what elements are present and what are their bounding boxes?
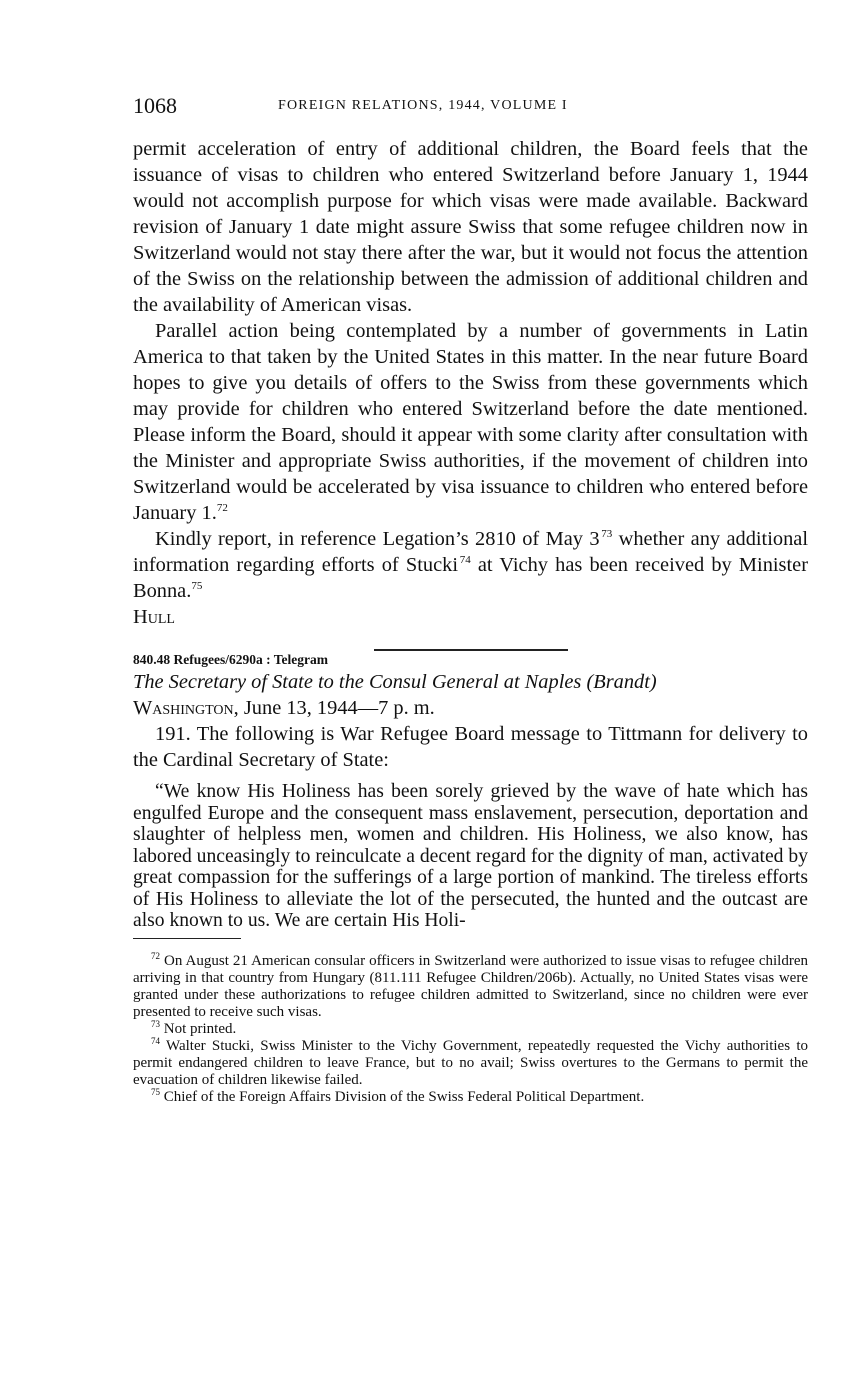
running-title: FOREIGN RELATIONS, 1944, VOLUME I xyxy=(278,98,568,113)
footnote-number: 72 xyxy=(151,950,160,961)
footnotes xyxy=(133,950,808,1107)
footnote-number: 73 xyxy=(151,1018,160,1029)
footnote-divider xyxy=(133,938,241,939)
footnote-73 xyxy=(133,1018,808,1038)
quoted-message: “We know His Holiness has been sorely grieved by the wave of hate which has engulfed Europe and the consequent mass enslavement, persecution, deportation and slaughter of helpless men, women and children. His Holiness, we also know, has labored unceasingly to reinculcate a decent regard for the dignity of man, activated by great compassion for the sufferings of a large portion of mankind. The tireless efforts of His Holiness to alleviate the lot of the persecuted, the hunted and the outcast are also known to us. We are certain His Holi- xyxy=(133,781,808,931)
page-number: 1068 xyxy=(133,93,177,118)
footnote-number: 75 xyxy=(151,1087,160,1098)
footnote-74 xyxy=(133,1035,808,1089)
paragraph-kindly-report xyxy=(133,526,808,604)
dateline-date: June 13, 1944—7 p. m. xyxy=(238,697,435,719)
footnote-72 xyxy=(133,950,808,1021)
body-text xyxy=(133,136,808,1106)
footnote-ref: 75 xyxy=(191,580,203,592)
footnote-ref: 73 xyxy=(601,528,613,540)
footnote-text: On August 21 American consular officers in Switzerland were authorized to issue visas to refugee children arriving in that country from Hungary (811.111 Refugee Children/206b). Actually, no United States visas were granted under these authorizations to refugee children admitted to Switzerland, since no children were ever presented to receive such visas. xyxy=(133,952,808,1020)
paragraph-parallel-action xyxy=(133,318,808,526)
dateline xyxy=(133,695,808,721)
dateline-place: Washington, xyxy=(133,697,239,719)
paragraph-text: Kindly report, in reference Legation’s 2810 of May 3 xyxy=(155,528,600,550)
footnote-ref: 74 xyxy=(459,554,471,566)
paragraph-continuation: permit acceleration of entry of additional children, the Board feels that the issuance of visas to children who entered Switzerland before January 1, 1944 would not accomplish purpose for which visas were made available. Backward revision of January 1 date might assure Swiss that some refugee children now in Switzerland would not stay there after the war, but it would not focus the attention of the Swiss on the relationship between the admission of additional children and the availability of American visas. xyxy=(133,138,808,316)
paragraph-message-intro: 191. The following is War Refugee Board message to Tittmann for delivery to the Cardinal Secretary of State: xyxy=(133,723,808,771)
footnote-text: Chief of the Foreign Affairs Division of the Swiss Federal Political Department. xyxy=(163,1089,645,1106)
file-reference: 840.48 Refugees/6290a : Telegram xyxy=(133,652,328,667)
footnote-number: 74 xyxy=(151,1035,160,1046)
running-head xyxy=(133,93,808,121)
footnote-text: Walter Stucki, Swiss Minister to the Vichy Government, repeatedly requested the Vichy authorities to permit endangered children to leave France, but to no avail; Swiss overtures to the Germans to permit the evacuation of children likewise failed. xyxy=(133,1037,808,1089)
paragraph-text: Parallel action being contemplated by a number of governments in Latin America to that taken by the United States in this matter. In the near future Board hopes to give you details of offers to the Swiss from these governments which may provide for children who entered Switzerland before the date mentioned. Please inform the Board, should it appear with some clarity after consultation with the Minister and appropriate Swiss authorities, if the movement of children into Switzerland would be accelerated by visa issuance to children who entered before January 1. xyxy=(133,320,808,524)
paragraph-text: at Vichy has been received by Minister Bonna. xyxy=(133,554,808,602)
footnote-ref: 72 xyxy=(216,502,228,514)
footnote-text: Not printed. xyxy=(163,1020,237,1037)
paragraph-text: whether any additional information regarding efforts of Stucki xyxy=(133,528,808,576)
document-heading: The Secretary of State to the Consul General at Naples (Brandt) xyxy=(133,671,657,693)
footnote-75 xyxy=(133,1089,808,1106)
signature: Hull xyxy=(133,606,175,628)
